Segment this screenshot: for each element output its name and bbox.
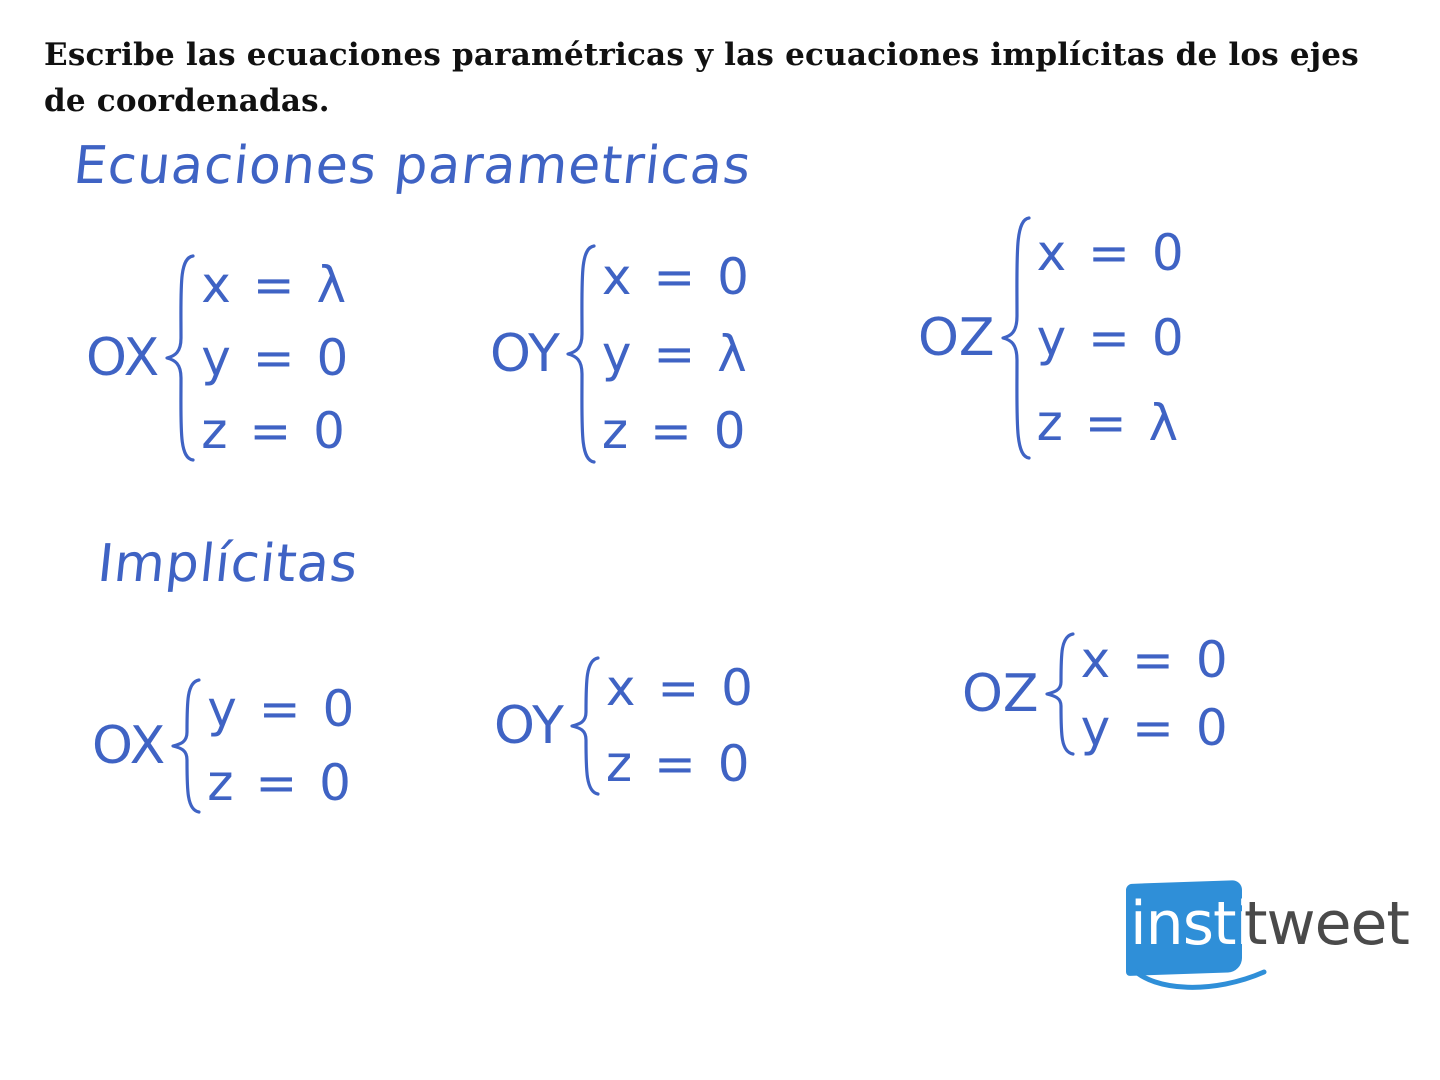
parametric-heading: Ecuaciones parametricas — [70, 136, 755, 196]
axis-label: OX — [86, 328, 160, 388]
equation: z = 0 — [201, 402, 348, 461]
left-brace-icon — [169, 672, 203, 820]
equation: x = 0 — [601, 247, 752, 306]
equation-list — [602, 238, 752, 470]
equation: y = 0 — [1036, 308, 1187, 367]
left-brace-icon — [564, 238, 598, 470]
logo-text-boxed: insti — [1130, 889, 1252, 959]
parametric-system-ox — [86, 248, 351, 468]
equation: x = λ — [201, 255, 350, 314]
equation: y = 0 — [201, 328, 352, 387]
left-brace-icon — [1043, 626, 1077, 762]
equation: x = 0 — [1036, 223, 1187, 282]
equation: y = 0 — [207, 680, 358, 738]
equation: x = 0 — [1080, 631, 1231, 689]
logo-swoosh-icon — [1124, 958, 1274, 998]
equation-list — [207, 672, 357, 820]
axis-label: OY — [490, 324, 560, 384]
equation: z = 0 — [601, 402, 749, 461]
implicit-system-oy — [494, 650, 756, 802]
equation: z = 0 — [605, 735, 753, 793]
logo-text-plain: tweet — [1244, 889, 1409, 959]
equation: y = 0 — [1080, 699, 1231, 757]
left-brace-icon — [999, 210, 1033, 466]
axis-label: OX — [92, 716, 166, 776]
left-brace-icon — [568, 650, 602, 802]
equation: y = λ — [601, 324, 750, 383]
axis-label: OZ — [918, 308, 995, 368]
institweet-logo — [1124, 880, 1424, 1000]
left-brace-icon — [163, 248, 197, 468]
equation-list — [201, 248, 351, 468]
implicit-system-ox — [92, 672, 357, 820]
implicit-system-oz — [962, 626, 1231, 762]
axis-label: OZ — [962, 664, 1039, 724]
parametric-system-oz — [918, 210, 1187, 466]
exercise-statement: Escribe las ecuaciones paramétricas y las ecuaciones implícitas de los ejes de coordenadas. — [44, 37, 1359, 119]
equation-list — [1081, 626, 1231, 762]
implicit-heading: Implícitas — [94, 534, 362, 594]
parametric-system-oy — [490, 238, 752, 470]
equation: z = 0 — [207, 754, 354, 812]
equation: z = λ — [1036, 394, 1182, 453]
equation-list — [606, 650, 756, 802]
equation-list — [1037, 210, 1187, 466]
equation: x = 0 — [605, 659, 756, 717]
axis-label: OY — [494, 696, 564, 756]
